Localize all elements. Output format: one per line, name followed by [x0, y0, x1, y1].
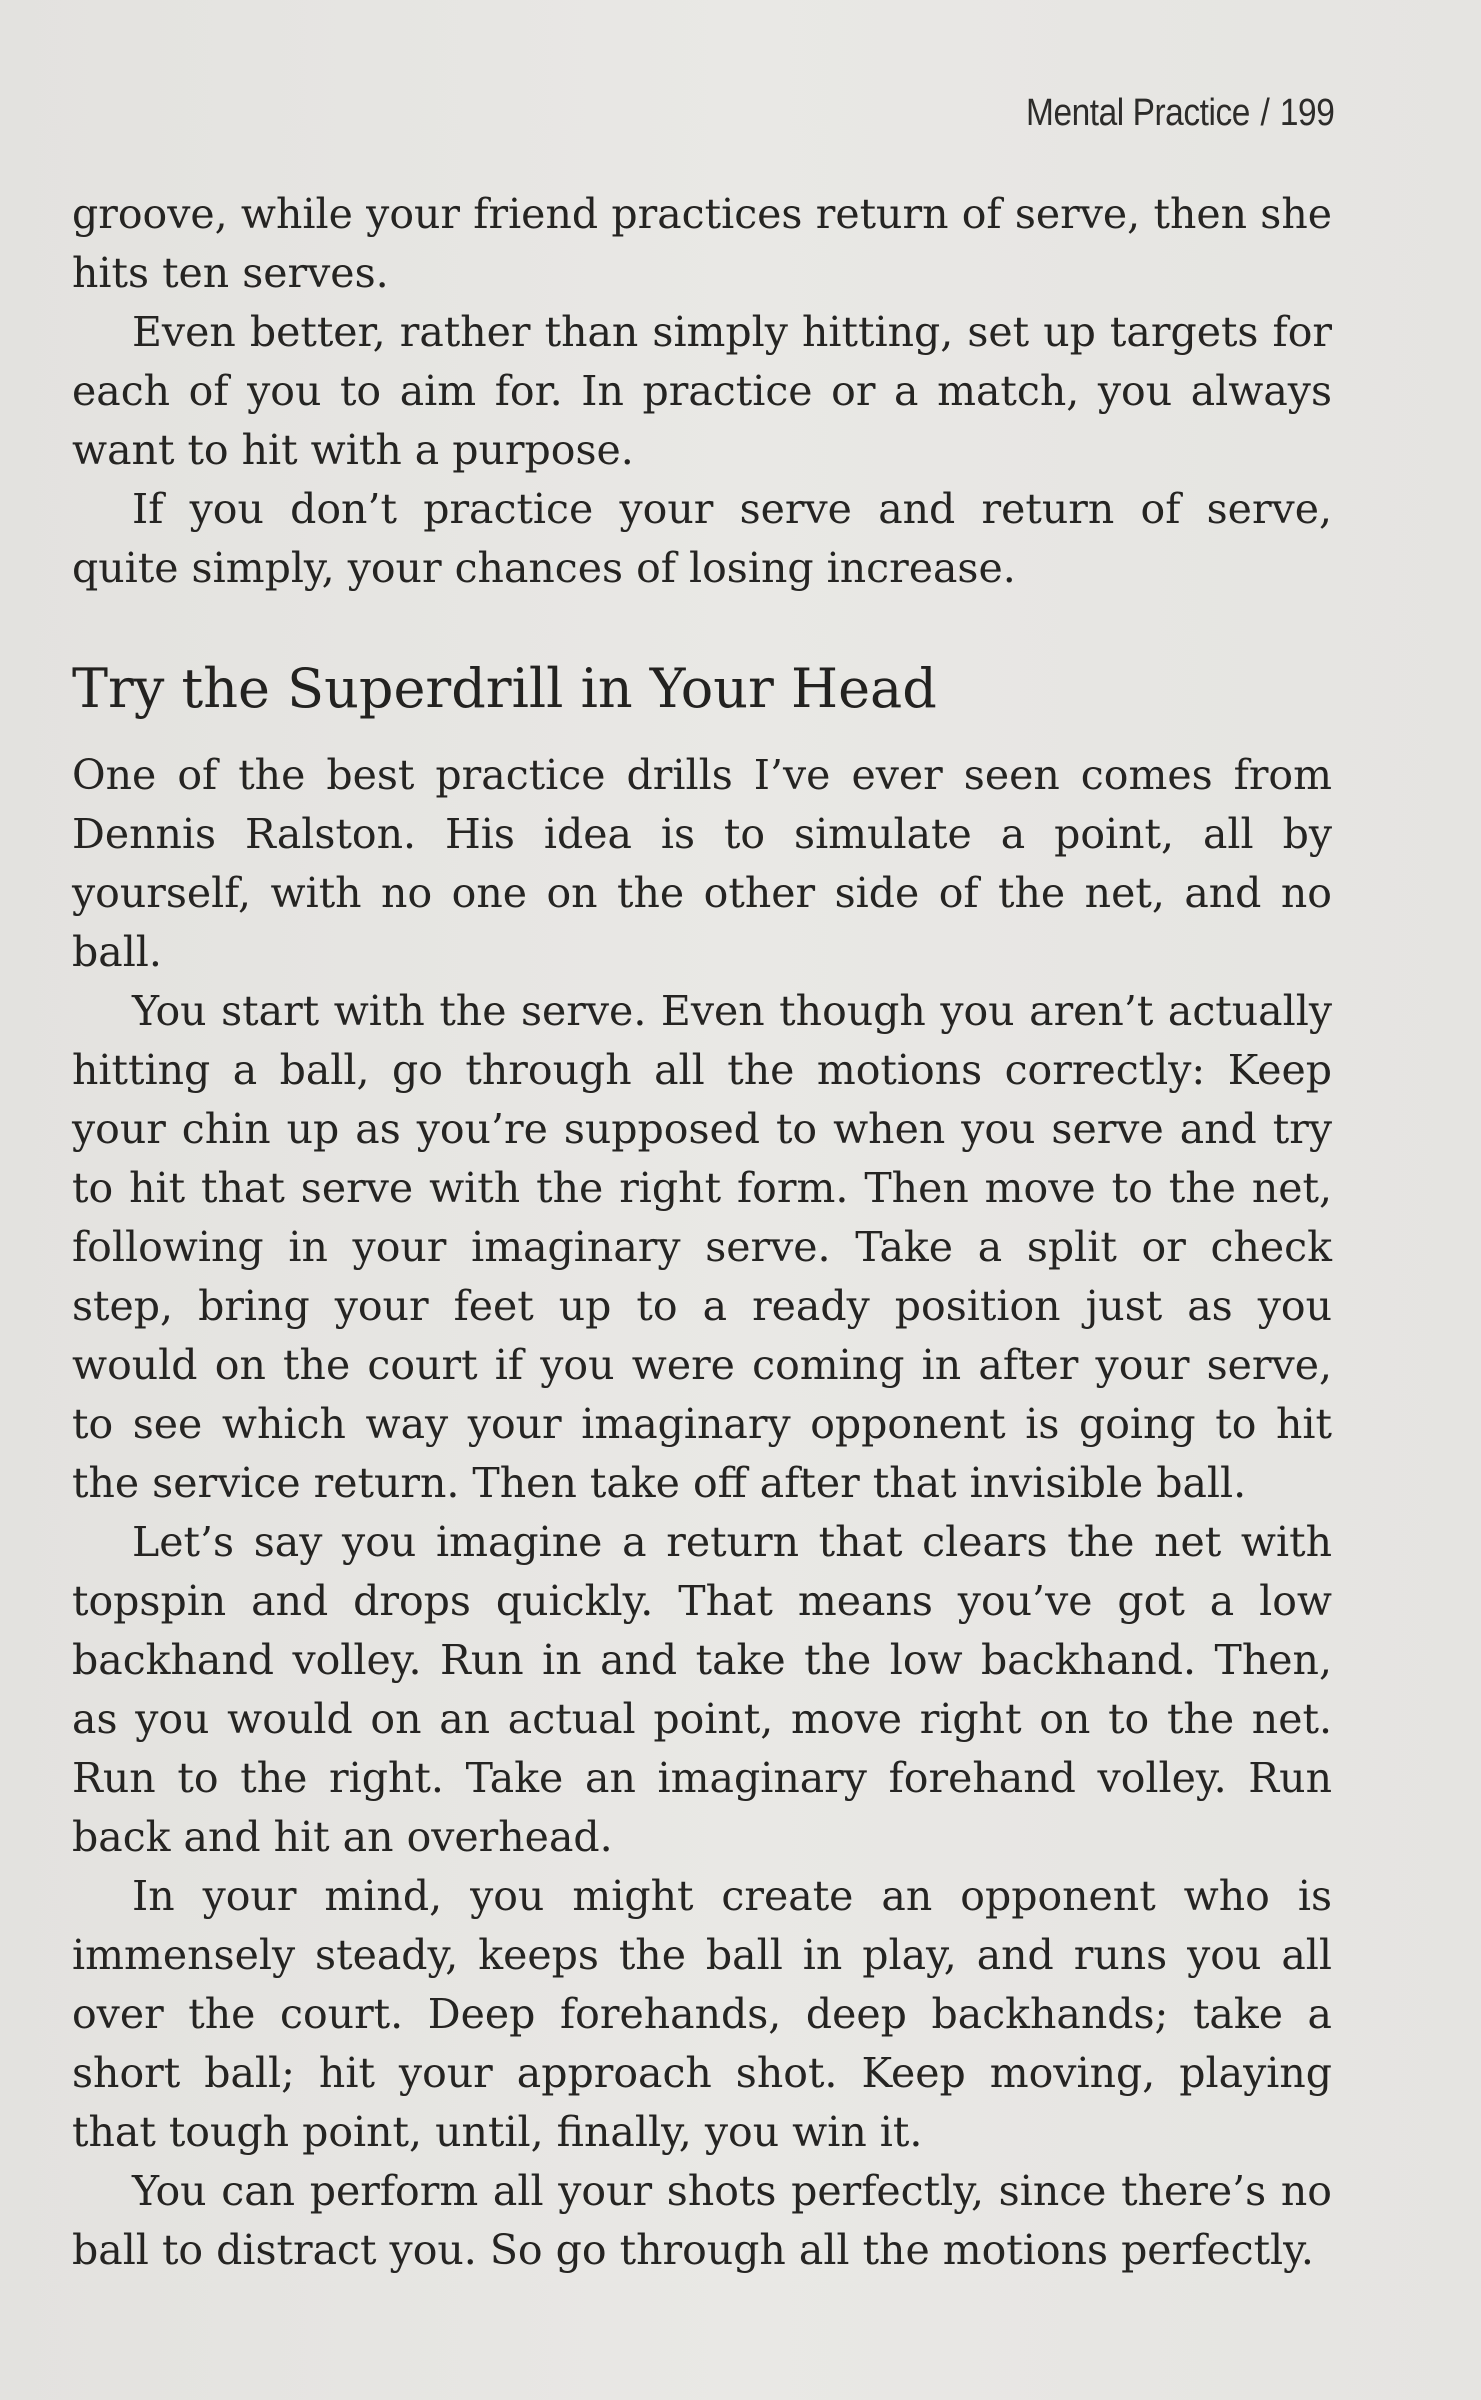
paragraph: Even better, rather than simply hitting, set up targets for each of you to aim for. In practice or a match, you always want to hit with a purpose.: [72, 308, 1332, 474]
header-separator: /: [1260, 92, 1269, 134]
paragraph: groove, while your friend practices return of serve, then she hits ten serves.: [72, 190, 1332, 297]
page-number: 199: [1279, 92, 1334, 134]
paragraph: If you don’t practice your serve and return of serve, quite simply, your chances of losing increase.: [72, 485, 1332, 592]
paragraph: One of the best practice drills I’ve ever seen comes from Dennis Ralston. His idea is to simulate a point, all by yourself, with no one on the other side of the net, and no ball.: [72, 751, 1332, 976]
paragraph: In your mind, you might create an opponent who is immensely steady, keeps the ball in play, and runs you all over the court. Deep forehands, deep backhands; take a short ball; hit your approach shot. Keep moving, playing that tough point, until, finally, you win it.: [72, 1872, 1332, 2156]
paragraph: Let’s say you imagine a return that clears the net with topspin and drops quickly. That means you’ve got a low backhand volley. Run in and take the low backhand. Then, as you would on an actual point, move right on to the net. Run to the right. Take an imaginary forehand volley. Run back and hit an overhead.: [72, 1518, 1332, 1861]
paragraph: You start with the serve. Even though you aren’t actually hitting a ball, go through all the motions correctly: Keep your chin up as you’re supposed to when you serve and try to hit that serve with the right form. Then move to the net, following in your imaginary serve. Take a split or check step, bring your feet up to a ready position just as you would on the court if you were coming in after your serve, to see which way your imaginary opponent is going to hit the service return. Then take off after that invisible ball.: [72, 987, 1332, 1507]
section-heading: Try the Superdrill in Your Head: [72, 657, 937, 720]
page-body: [72, 185, 1332, 2280]
running-head: [1026, 92, 1334, 135]
section-title: Mental Practice: [1025, 92, 1250, 134]
paragraph: You can perform all your shots perfectly, since there’s no ball to distract you. So go through all the motions perfectly.: [72, 2167, 1332, 2274]
